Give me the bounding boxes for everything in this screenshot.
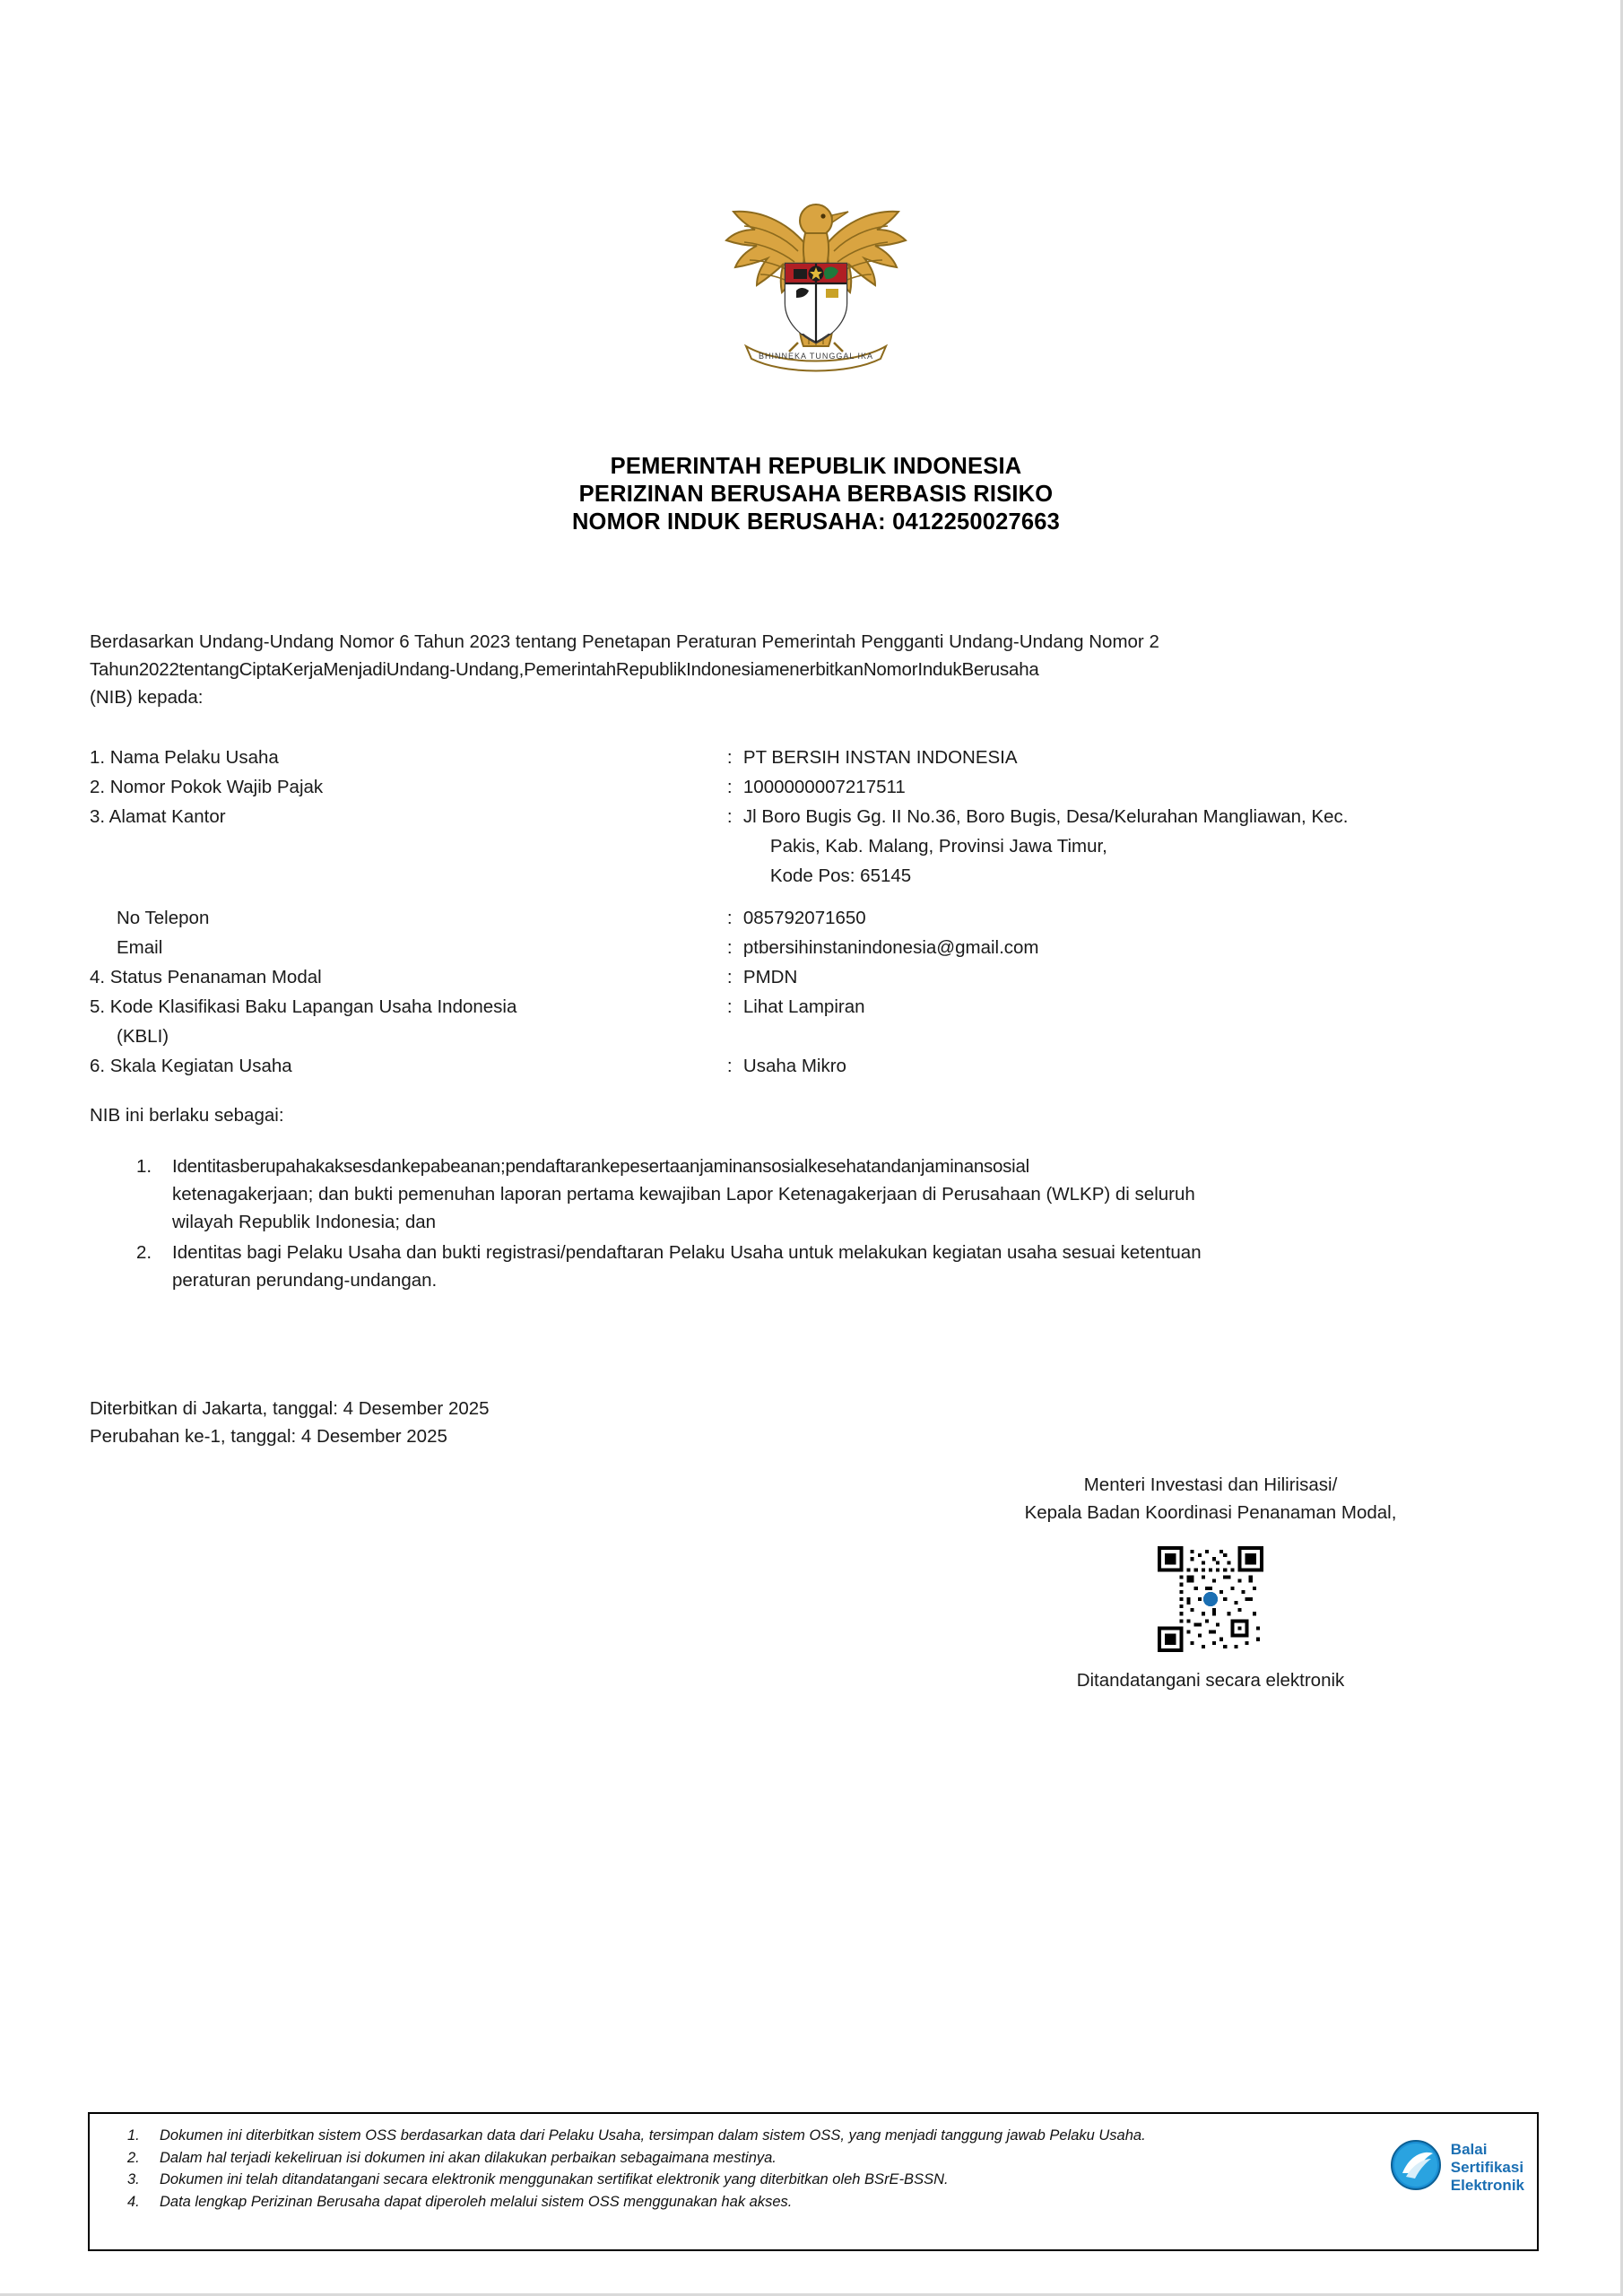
field-value <box>743 1022 1542 1051</box>
field-colon: : <box>726 806 733 827</box>
table-row <box>90 962 1542 992</box>
intro-line-1: Berdasarkan Undang-Undang Nomor 6 Tahun 2023 tentang Penetapan Peraturan Pemerintah Pengganti Undang-Undang Nomor 2 <box>90 631 1159 652</box>
table-row <box>90 933 1542 962</box>
footer-note-list <box>108 2125 1336 2213</box>
field-colon <box>727 1022 743 1051</box>
validity-title: NIB ini berlaku sebagai: <box>90 1105 284 1126</box>
field-value: Pakis, Kab. Malang, Provinsi Jawa Timur, <box>769 836 1107 857</box>
field-colon: : <box>726 908 733 928</box>
list-item-text: Dalam hal terjadi kekeliruan isi dokumen ini akan dilakukan perbaikan sebagaimana mestinya. <box>160 2149 777 2166</box>
signature-block <box>879 1471 1542 1694</box>
list-item-line-1: Identitasberupahakaksesdankepabeanan;pendaftarankepesertaanjaminansosialkesehatandanjaminansosial <box>172 1156 1029 1177</box>
validity-list <box>90 1152 1538 1297</box>
field-value: Jl Boro Bugis Gg. II No.36, Boro Bugis, Desa/Kelurahan Mangliawan, Kec. <box>742 806 1349 827</box>
list-item-line-2: ketenagakerjaan; dan bukti pemenuhan laporan pertama kewajiban Lapor Ketenagakerjaan di Perusahaan (WLKP) di seluruh <box>172 1184 1195 1205</box>
document-heading <box>90 453 1542 536</box>
signatory-title-line-1: Menteri Investasi dan Hilirisasi/ <box>1083 1474 1338 1495</box>
list-item-line-2: peraturan perundang-undangan. <box>172 1270 438 1291</box>
intro-paragraph <box>90 628 1533 711</box>
list-item-number: 1. <box>136 1156 152 1177</box>
list-item-number: 2. <box>136 1242 152 1263</box>
list-item <box>108 2125 1336 2147</box>
field-label <box>90 861 727 891</box>
issuance-block <box>90 1395 490 1450</box>
qr-code-icon[interactable] <box>1158 1546 1263 1652</box>
field-label: 3. Alamat Kantor <box>90 806 226 827</box>
field-value: Kode Pos: 65145 <box>769 865 912 886</box>
field-colon: : <box>726 937 733 958</box>
field-label: 4. Status Penanaman Modal <box>90 967 322 987</box>
table-row <box>90 992 1542 1022</box>
list-item <box>90 1239 1538 1294</box>
intro-line-3: (NIB) kepada: <box>90 687 204 708</box>
field-colon <box>727 831 743 861</box>
bsre-label: Balai Sertifikasi Elektronik <box>1450 2140 1524 2194</box>
list-item-number: 3. <box>127 2171 140 2187</box>
intro-line-2: Tahun2022tentangCiptaKerjaMenjadiUndang-Undang,PemerintahRepublikIndonesiamenerbitkanNomorIndukBerusaha <box>90 659 1039 680</box>
field-colon: : <box>726 996 733 1017</box>
field-value: Usaha Mikro <box>742 1056 846 1076</box>
field-value: 085792071650 <box>742 908 866 928</box>
footer-note-box <box>88 2112 1539 2251</box>
table-row <box>90 1022 1542 1051</box>
table-row <box>90 861 1542 891</box>
field-colon: : <box>726 1056 733 1076</box>
list-item-line-3: wilayah Republik Indonesia; dan <box>172 1212 437 1232</box>
list-item-text: Data lengkap Perizinan Berusaha dapat diperoleh melalui sistem OSS menggunakan hak akses. <box>160 2193 793 2210</box>
signatory-title-line-2: Kepala Badan Koordinasi Penanaman Modal, <box>1024 1502 1397 1523</box>
list-item-number: 4. <box>127 2193 140 2210</box>
list-item <box>108 2169 1336 2191</box>
electronic-signature-note: Ditandatangani secara elektronik <box>1076 1670 1345 1691</box>
field-colon: : <box>726 777 733 797</box>
field-label <box>90 831 727 861</box>
issuance-line-2: Perubahan ke-1, tanggal: 4 Desember 2025 <box>90 1426 447 1447</box>
field-value: Lihat Lampiran <box>742 996 865 1017</box>
table-row <box>90 1051 1542 1081</box>
list-item-text: Dokumen ini telah ditandatangani secara elektronik menggunakan sertifikat elektronik yang diterbitkan oleh BSrE-BSSN. <box>160 2171 949 2187</box>
field-label: No Telepon <box>117 908 210 928</box>
list-item-number: 2. <box>127 2149 140 2166</box>
field-value: PT BERSIH INSTAN INDONESIA <box>742 747 1018 768</box>
field-label: 2. Nomor Pokok Wajib Pajak <box>90 777 324 797</box>
field-label: 5. Kode Klasifikasi Baku Lapangan Usaha Indonesia <box>90 996 517 1017</box>
table-row <box>90 802 1542 831</box>
bsre-logo <box>1388 2137 1524 2197</box>
list-item-line-1: Identitas bagi Pelaku Usaha dan bukti registrasi/pendaftaran Pelaku Usaha untuk melakukan kegiatan usaha sesuai ketentuan <box>172 1242 1202 1263</box>
field-colon: : <box>726 747 733 768</box>
field-value: 1000000007217511 <box>742 777 906 797</box>
field-label: (KBLI) <box>117 1026 169 1047</box>
field-value: ptbersihinstanindonesia@gmail.com <box>742 937 1039 958</box>
heading-line-1: PEMERINTAH REPUBLIK INDONESIA <box>610 454 1022 479</box>
field-colon: : <box>726 967 733 987</box>
emblem-container <box>90 188 1542 381</box>
table-row <box>90 831 1542 861</box>
list-item <box>108 2147 1336 2170</box>
identity-table <box>90 743 1542 1081</box>
list-item-number: 1. <box>127 2127 140 2144</box>
svg-text:BHINNEKA TUNGGAL IKA: BHINNEKA TUNGGAL IKA <box>758 352 874 361</box>
field-label: Email <box>117 937 163 958</box>
table-row <box>90 772 1542 802</box>
field-value: PMDN <box>742 967 798 987</box>
heading-line-2: PERIZINAN BERUSAHA BERBASIS RISIKO <box>578 482 1054 507</box>
heading-line-3: NOMOR INDUK BERUSAHA: 0412250027663 <box>571 509 1061 535</box>
list-item <box>90 1152 1538 1236</box>
field-label: 6. Skala Kegiatan Usaha <box>90 1056 292 1076</box>
bsre-badge-icon <box>1388 2137 1444 2197</box>
table-row <box>90 903 1542 933</box>
list-item <box>108 2191 1336 2213</box>
table-row <box>90 743 1542 772</box>
field-label: 1. Nama Pelaku Usaha <box>90 747 279 768</box>
field-colon <box>727 861 743 891</box>
garuda-pancasila-icon <box>708 188 924 381</box>
issuance-line-1: Diterbitkan di Jakarta, tanggal: 4 Desember 2025 <box>90 1398 490 1419</box>
list-item-text: Dokumen ini diterbitkan sistem OSS berdasarkan data dari Pelaku Usaha, tersimpan dalam sistem OSS, yang menjadi tanggung jawab Pelaku Usaha. <box>160 2127 1146 2144</box>
